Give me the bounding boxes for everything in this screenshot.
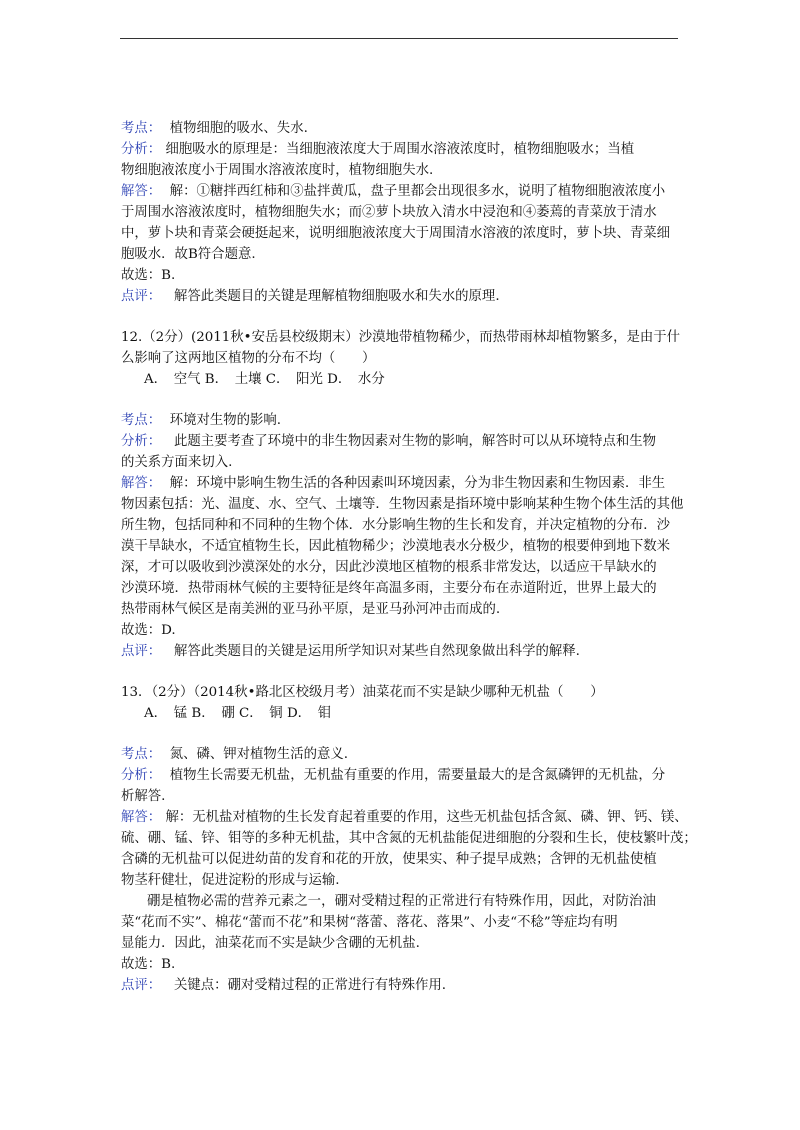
dianping-text: 解答此类题目的关键是理解植物细胞吸水和失水的原理. [173,289,500,304]
jieda-line: 解：无机盐对植物的生长发育起着重要的作用，这些无机盐包括含氮、磷、钾、钙、镁、 [165,810,688,825]
jieda-line: 硼是植物必需的营养元素之一，硼对受精过程的正常进行有特殊作用，因此，对防治油 [147,894,656,909]
q13-dianping [121,975,686,996]
kaodian-label: 考点： [121,747,162,762]
q12-kaodian [121,410,686,431]
q12-block [121,327,686,662]
jieda-line: 解：环境中影响生物生活的各种因素叫环境因素，分为非生物因素和生物因素．非生 [169,476,666,491]
jieda-line: 含磷的无机盐可以促进幼苗的发育和花的开放，使果实、种子提早成熟；含钾的无机盐使植 [121,852,657,867]
fenxi-line: 物细胞液浓度小于周围水溶液浓度时，植物细胞失水. [121,163,434,178]
q13-jieda [121,807,686,828]
jieda-line: 漠干旱缺水，不适宜植物生长，因此植物稀少；沙漠地表水分极少，植物的根要伸到地下数米 [121,539,671,554]
dianping-text: 关键点：硼对受精过程的正常进行有特殊作用. [173,978,447,993]
fenxi-label: 分析： [121,142,162,157]
q11-fenxi [121,139,686,160]
fenxi-label: 分析： [121,768,162,783]
question-text: 12.（2分）(2011秋•安岳县校级期末）沙漠地带植物稀少，而热带雨林却植物繁多，是由于什 [121,330,681,345]
question-options: A． 锰 B． 硼 C． 铜 D． 钼 [144,706,332,721]
q12-fenxi [121,431,686,452]
q11-jieda [121,181,686,202]
fenxi-line: 此题主要考查了环境中的非生物因素对生物的影响，解答时可以从环境特点和生物 [173,434,657,449]
kaodian-text: 氮、磷、钾对植物生活的意义. [169,747,349,762]
jieda-line: 物因素包括：光、温度、水、空气、土壤等．生物因素是指环境中影响某种生物个体生活的其他 [121,497,684,512]
fenxi-label: 分析： [121,434,162,449]
jieda-line: 物茎秆健壮，促进淀粉的形成与运输. [121,873,340,888]
jieda-line: 热带雨林气候区是南美洲的亚马孙平原，是亚马孙河冲击而成的. [121,602,501,617]
jieda-line: 中，萝卜块和青菜会硬挺起来，说明细胞液浓度大于周围清水溶液的浓度时，萝卜块、青菜细 [121,226,671,241]
q11-kaodian [121,118,686,139]
kaodian-text: 环境对生物的影响. [169,413,282,428]
jieda-label: 解答： [121,810,162,825]
question-text: 13．（2分）（2014秋•路北区校级月考）油菜花而不实是缺少哪种无机盐（ ） [121,685,604,700]
dianping-label: 点评： [121,644,162,659]
dianping-label: 点评： [121,289,162,304]
q11-solution [121,118,686,307]
jieda-line: 胞吸水．故B符合题意. [121,247,256,262]
q13-fenxi [121,765,686,786]
jieda-line: 所生物，包括同种和不同种的生物个体．水分影响生物的生长和发育，并决定植物的分布．沙 [121,518,671,533]
jieda-line: 沙漠环境．热带雨林气候的主要特征是终年高温多雨，主要分布在赤道附近，世界上最大的 [121,581,657,596]
q12-dianping [121,641,686,662]
document-body [121,118,697,996]
q12-answer: 故选：D. [121,623,176,638]
q11-answer: 故选：B. [121,268,176,283]
jieda-label: 解答： [121,184,162,199]
kaodian-text: 植物细胞的吸水、失水. [169,121,308,136]
jieda-label: 解答： [121,476,162,491]
jieda-line: 菜“花而不实”、棉花“蕾而不花”和果树“落蕾、落花、落果”、小麦“不稔”等症均有明 [121,915,618,930]
jieda-line: 深，才可以吸收到沙漠深处的水分，因此沙漠地区植物的根系非常发达，以适应干旱缺水的 [121,560,657,575]
fenxi-line: 的关系方面来切入. [121,455,233,470]
jieda-line: 硫、硼、锰、锌、钼等的多种无机盐，其中含氮的无机盐能促进细胞的分裂和生长，使枝繁叶茂； [121,831,697,846]
kaodian-label: 考点： [121,413,162,428]
fenxi-line: 析解答. [121,789,166,804]
question-options: A． 空气 B． 土壤 C． 阳光 D． 水分 [144,372,385,387]
q13-block [121,682,697,996]
dianping-label: 点评： [121,978,162,993]
jieda-line: 显能力．因此，油菜花而不实是缺少含硼的无机盐. [121,936,420,951]
q13-answer: 故选：B. [121,957,176,972]
fenxi-line: 植物生长需要无机盐，无机盐有重要的作用，需要量最大的是含氮磷钾的无机盐，分 [169,768,666,783]
fenxi-line: 细胞吸水的原理是：当细胞液浓度大于周围水溶液浓度时，植物细胞吸水；当植 [165,142,635,157]
dianping-text: 解答此类题目的关键是运用所学知识对某些自然现象做出科学的解释. [173,644,580,659]
q11-dianping [121,286,686,307]
question-text: 么影响了这两地区植物的分布不均（ ） [121,351,376,366]
q12-jieda [121,473,686,494]
jieda-line: 解：①糖拌西红柿和③盐拌黄瓜，盘子里都会出现很多水，说明了植物细胞液浓度小 [169,184,666,199]
jieda-line: 于周围水溶液浓度时，植物细胞失水；而②萝卜块放入清水中浸泡和④萎蔫的青菜放于清水 [121,205,657,220]
kaodian-label: 考点： [121,121,162,136]
q13-kaodian [121,744,686,765]
header-rule [120,38,678,39]
